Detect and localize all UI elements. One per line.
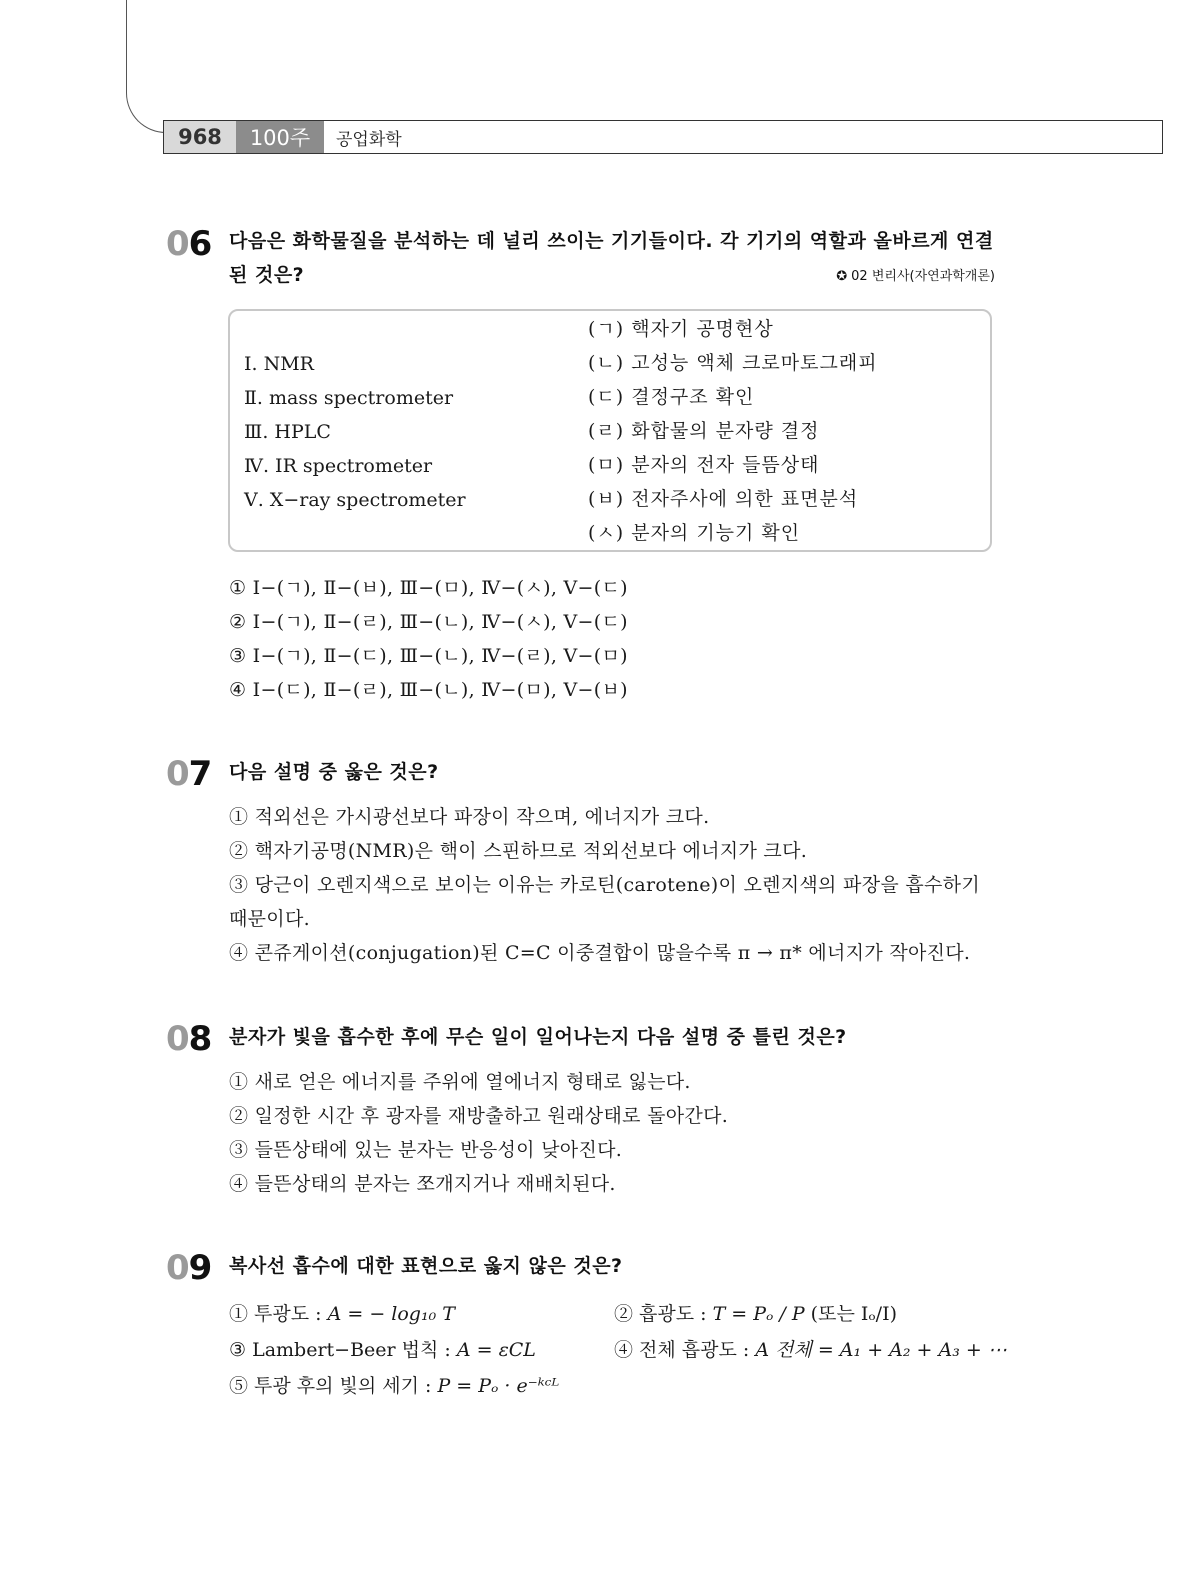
role-item: (ㄱ) 핵자기 공명현상	[588, 318, 774, 340]
answer-option[interactable]: ① 투광도 : A = − log₁₀ T	[229, 1303, 455, 1325]
answer-option[interactable]: ① 새로 얻은 에너지를 주위에 열에너지 형태로 잃는다.	[229, 1071, 691, 1093]
page-number: 968	[164, 121, 236, 153]
answer-option[interactable]: ④ Ⅰ−(ㄷ), Ⅱ−(ㄹ), Ⅲ−(ㄴ), Ⅳ−(ㅁ), Ⅴ−(ㅂ)	[229, 679, 628, 701]
answer-option[interactable]: ① Ⅰ−(ㄱ), Ⅱ−(ㅂ), Ⅲ−(ㅁ), Ⅳ−(ㅅ), Ⅴ−(ㄷ)	[229, 577, 628, 599]
formula: A = − log₁₀ T	[327, 1303, 455, 1325]
question-07-options	[229, 800, 997, 970]
instrument-item: Ⅲ. HPLC	[244, 421, 331, 443]
answer-option[interactable]: ② 핵자기공명(NMR)은 핵이 스핀하므로 적외선보다 에너지가 크다.	[229, 840, 808, 862]
instrument-item: Ⅴ. X−ray spectrometer	[244, 489, 466, 511]
question-06-source: ✪ 02 변리사(자연과학개론)	[836, 269, 995, 284]
instrument-list	[244, 347, 466, 517]
answer-option[interactable]: ④ 들뜬상태의 분자는 쪼개지거나 재배치된다.	[229, 1173, 616, 1195]
answer-option[interactable]: ③ 당근이 오렌지색으로 보이는 이유는 카로틴(carotene)이 오렌지색의 파장을 흡수하기 때문이다.	[229, 874, 980, 930]
instrument-item: Ⅳ. IR spectrometer	[244, 455, 433, 477]
answer-option[interactable]: ③ 들뜬상태에 있는 분자는 반응성이 낮아진다.	[229, 1139, 623, 1161]
role-item: (ㄴ) 고성능 액체 크로마토그래피	[588, 352, 878, 374]
source-bullet-icon: ✪	[836, 269, 848, 284]
formula: P = Pₒ · e⁻ᵏᶜᴸ	[437, 1375, 560, 1397]
formula: A = εCL	[456, 1339, 536, 1361]
answer-option[interactable]: ③ Lambert−Beer 법칙 : A = εCL	[229, 1339, 536, 1361]
question-number-06: 06	[166, 224, 212, 264]
role-item: (ㅁ) 분자의 전자 들뜸상태	[588, 454, 820, 476]
role-list	[588, 312, 878, 550]
page-corner-decoration	[126, 0, 187, 133]
answer-option[interactable]: ④ 전체 흡광도 : A 전체 = A₁ + A₂ + A₃ + ⋯	[614, 1339, 1007, 1361]
answer-option[interactable]: ⑤ 투광 후의 빛의 세기 : P = Pₒ · e⁻ᵏᶜᴸ	[229, 1375, 560, 1397]
option-row	[229, 1296, 1009, 1332]
instrument-item: Ⅱ. mass spectrometer	[244, 387, 454, 409]
question-08-options	[229, 1065, 728, 1201]
question-07-text: 다음 설명 중 옳은 것은?	[229, 761, 439, 783]
answer-option[interactable]: ① 적외선은 가시광선보다 파장이 작으며, 에너지가 크다.	[229, 806, 710, 828]
instrument-item: Ⅰ. NMR	[244, 353, 314, 375]
answer-option[interactable]: ② 일정한 시간 후 광자를 재방출하고 원래상태로 돌아간다.	[229, 1105, 729, 1127]
role-item: (ㅂ) 전자주사에 의한 표면분석	[588, 488, 859, 510]
answer-option[interactable]: ② Ⅰ−(ㄱ), Ⅱ−(ㄹ), Ⅲ−(ㄴ), Ⅳ−(ㅅ), Ⅴ−(ㄷ)	[229, 611, 628, 633]
question-number-09: 09	[166, 1248, 212, 1288]
question-08-text: 분자가 빛을 흡수한 후에 무슨 일이 일어나는지 다음 설명 중 틀린 것은?	[229, 1026, 847, 1048]
question-09-text: 복사선 흡수에 대한 표현으로 옳지 않은 것은?	[229, 1255, 623, 1277]
role-item: (ㅅ) 분자의 기능기 확인	[588, 522, 801, 544]
page-header	[163, 120, 1163, 154]
question-number-07: 07	[166, 754, 212, 794]
role-item: (ㄹ) 화합물의 분자량 결정	[588, 420, 820, 442]
answer-option[interactable]: ② 흡광도 : T = Pₒ / P (또는 Iₒ/I)	[614, 1303, 897, 1325]
matching-box	[228, 309, 992, 552]
book-brand: 100주	[236, 121, 324, 153]
question-06-options	[229, 571, 628, 707]
question-06-text: 다음은 화학물질을 분석하는 데 널리 쓰이는 기기들이다. 각 기기의 역할과 올바르게 연결된 것은?	[229, 230, 994, 286]
subject-title: 공업화학	[336, 129, 402, 150]
option-row	[229, 1368, 1009, 1404]
answer-option[interactable]: ④ 콘쥬게이션(conjugation)된 C=C 이중결합이 많을수록 π → π* 에너지가 작아진다.	[229, 942, 971, 964]
option-row	[229, 1332, 1009, 1368]
role-item: (ㄷ) 결정구조 확인	[588, 386, 755, 408]
question-number-08: 08	[166, 1019, 212, 1059]
formula: T = Pₒ / P	[712, 1303, 805, 1325]
formula: A 전체 = A₁ + A₂ + A₃ + ⋯	[755, 1339, 1007, 1361]
question-09-options	[229, 1296, 1009, 1404]
answer-option[interactable]: ③ Ⅰ−(ㄱ), Ⅱ−(ㄷ), Ⅲ−(ㄴ), Ⅳ−(ㄹ), Ⅴ−(ㅁ)	[229, 645, 628, 667]
